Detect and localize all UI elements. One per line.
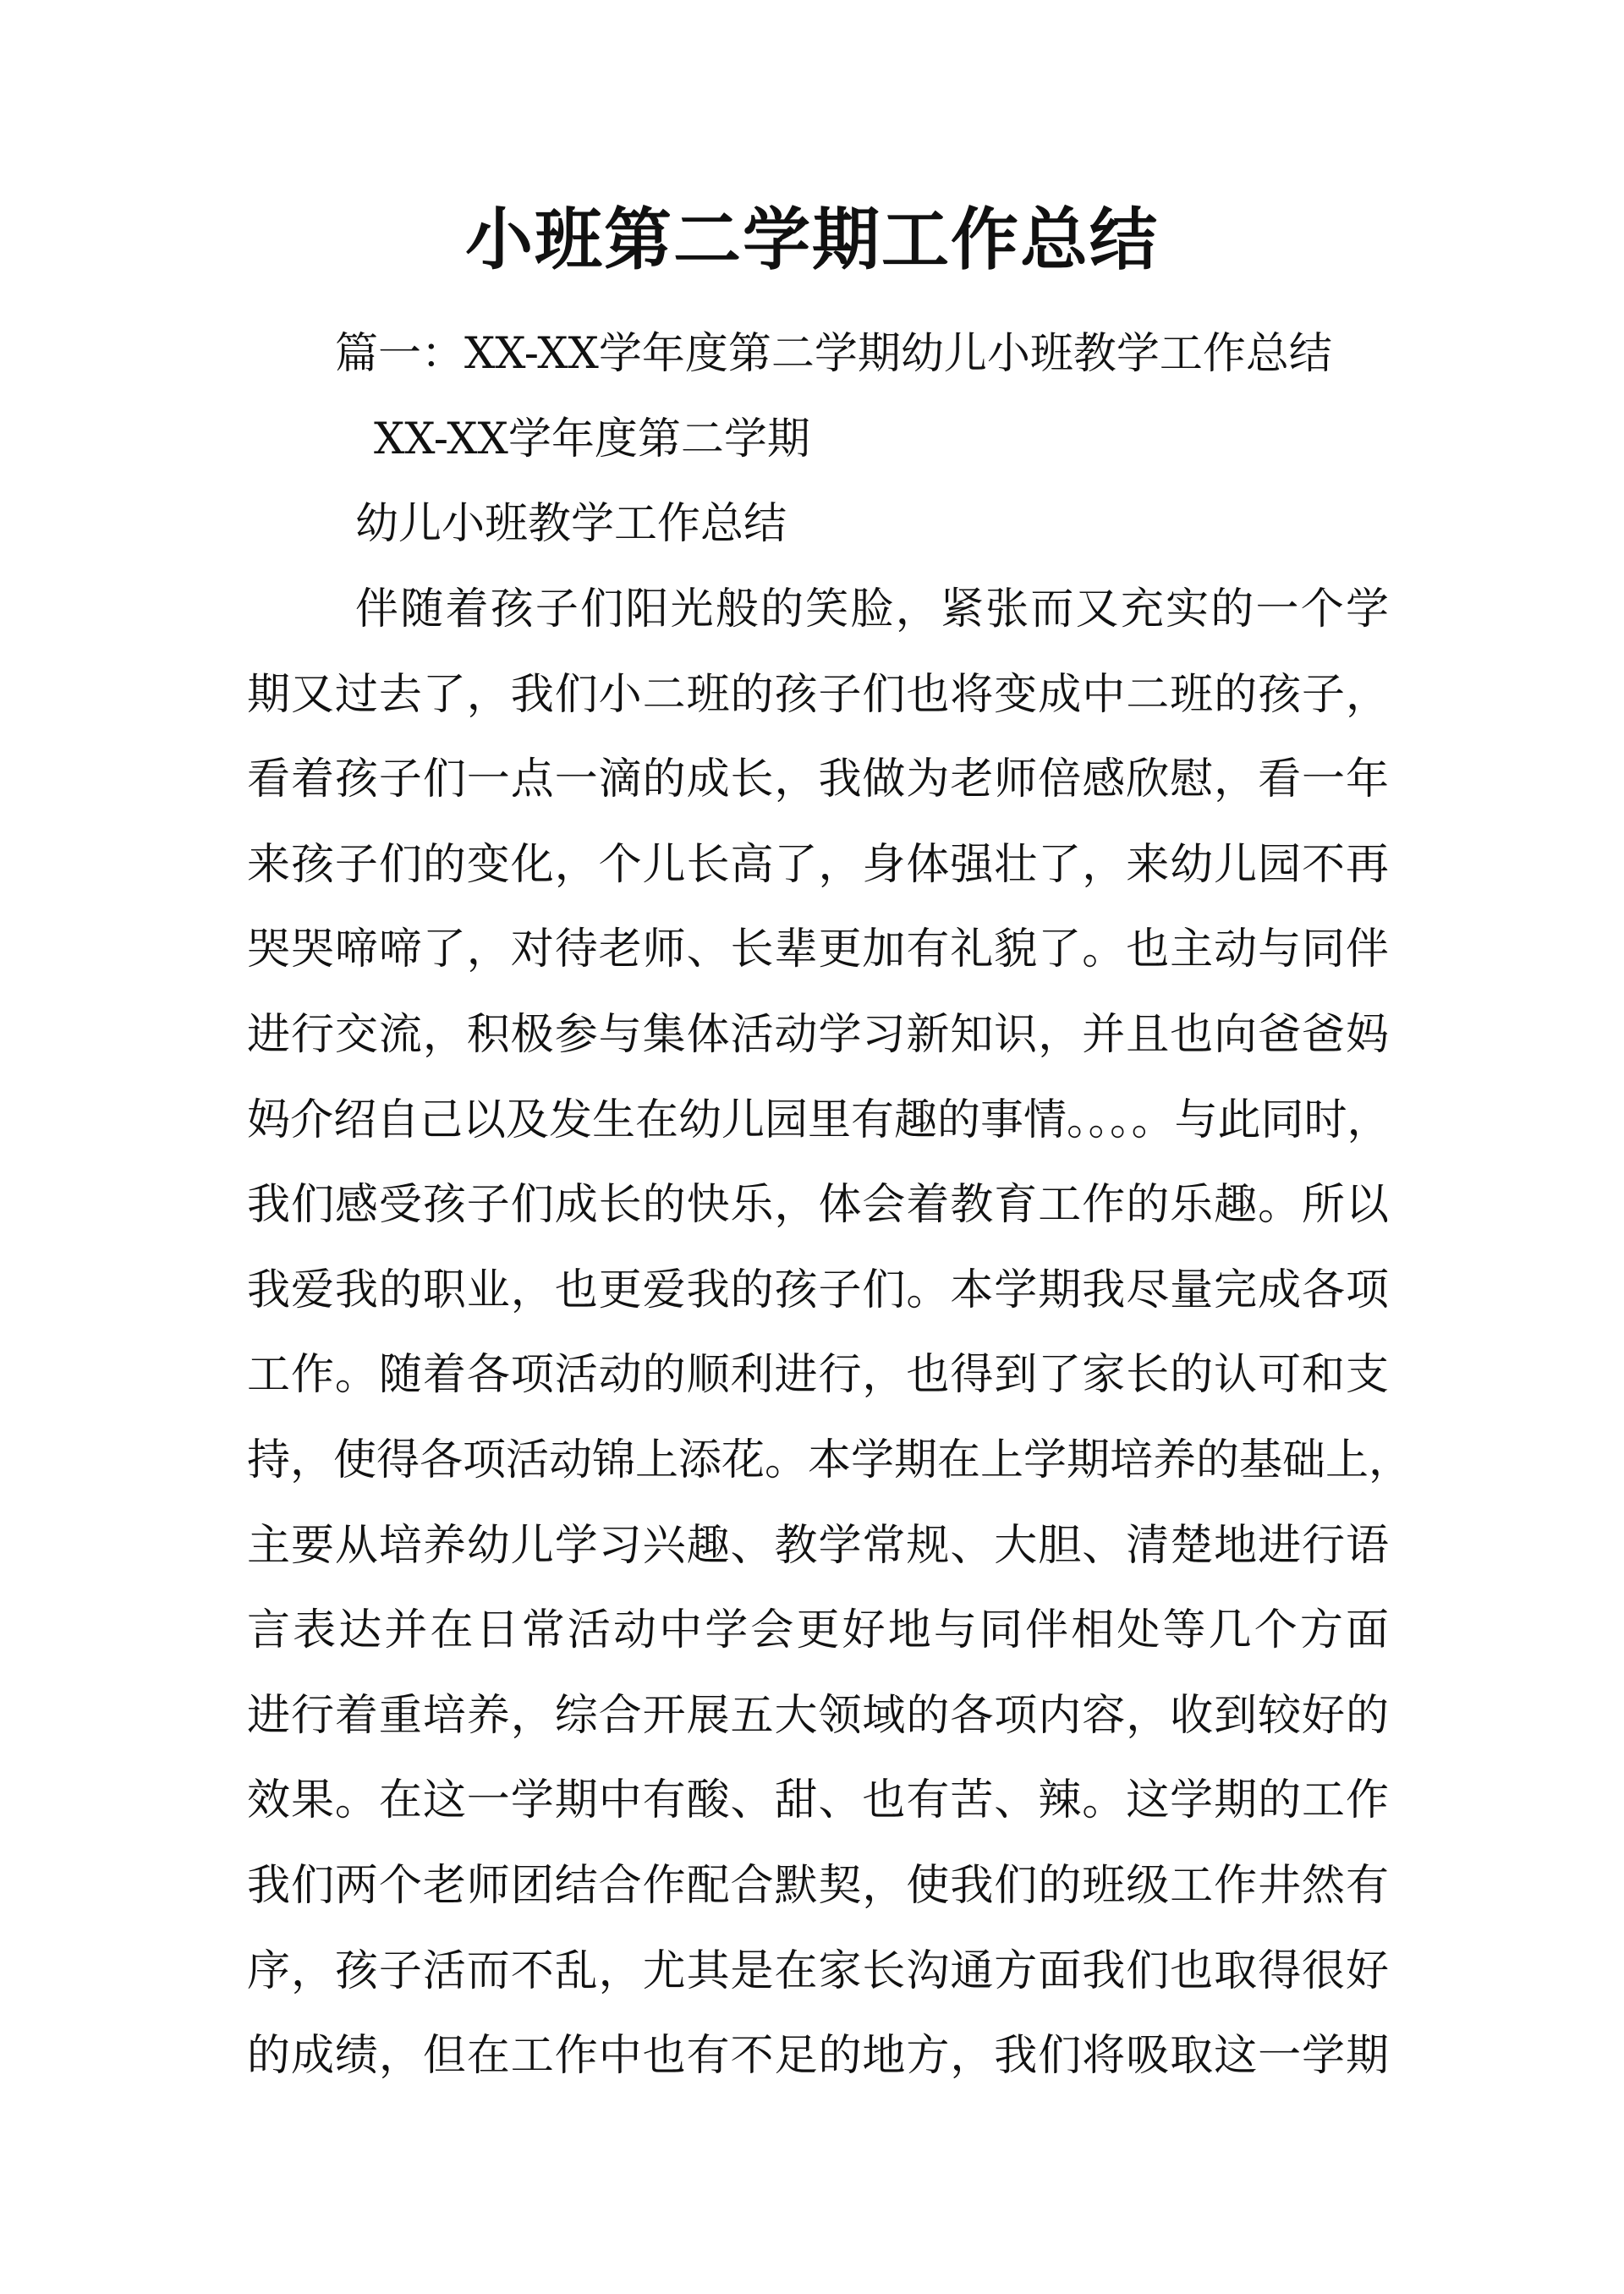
document-title: 小班第二学期工作总结 <box>465 200 1159 279</box>
paragraph-line: 哭哭啼啼了，对待老师、长辈更加有礼貌了。也主动与同伴 <box>247 925 1389 974</box>
document-subtitle: 篇一：XX-XX学年度第二学期幼儿小班教学工作总结 <box>335 329 1332 379</box>
paragraph-line: 我们感受孩子们成长的快乐，体会着教育工作的乐趣。所以 <box>247 1180 1389 1230</box>
paragraph-line: 妈介绍自己以及发生在幼儿园里有趣的事情。。。。与此同时， <box>247 1095 1391 1145</box>
paragraph-line: 来孩子们的变化，个儿长高了，身体强壮了，来幼儿园不再 <box>247 840 1389 890</box>
paragraph-line: 进行着重培养，综合开展五大领域的各项内容，收到较好的 <box>247 1691 1389 1741</box>
paragraph-line: 我爱我的职业，也更爱我的孩子们。本学期我尽量完成各项 <box>247 1265 1389 1315</box>
paragraph-line: 期又过去了，我们小二班的孩子们也将变成中二班的孩子， <box>247 670 1389 720</box>
paragraph-line: 伴随着孩子们阳光般的笑脸，紧张而又充实的一个学 <box>355 584 1389 634</box>
paragraph-line: 效果。在这一学期中有酸、甜、也有苦、辣。这学期的工作 <box>247 1775 1389 1825</box>
paragraph-line: 序，孩子活而不乱，尤其是在家长沟通方面我们也取得很好 <box>247 1946 1389 1996</box>
subheading-summary: 幼儿小班教学工作总结 <box>355 499 787 549</box>
paragraph-line: 看着孩子们一点一滴的成长，我做为老师倍感欣慰，看一年 <box>247 755 1389 804</box>
subheading-school-year: XX-XX学年度第二学期 <box>374 414 810 464</box>
paragraph-line: 持，使得各项活动锦上添花。本学期在上学期培养的基础上， <box>247 1435 1413 1485</box>
paragraph-line: 言表达并在日常活动中学会更好地与同伴相处等几个方面 <box>247 1605 1389 1655</box>
paragraph-line: 工作。随着各项活动的顺利进行，也得到了家长的认可和支 <box>247 1350 1389 1400</box>
paragraph-line: 主要从培养幼儿学习兴趣、教学常规、大胆、清楚地进行语 <box>247 1521 1389 1571</box>
paragraph-line: 我们两个老师团结合作配合默契，使我们的班级工作井然有 <box>247 1861 1389 1911</box>
paragraph-line: 的成绩，但在工作中也有不足的地方，我们将吸取这一学期 <box>247 2031 1389 2081</box>
paragraph-line: 进行交流，积极参与集体活动学习新知识，并且也向爸爸妈 <box>247 1010 1389 1060</box>
